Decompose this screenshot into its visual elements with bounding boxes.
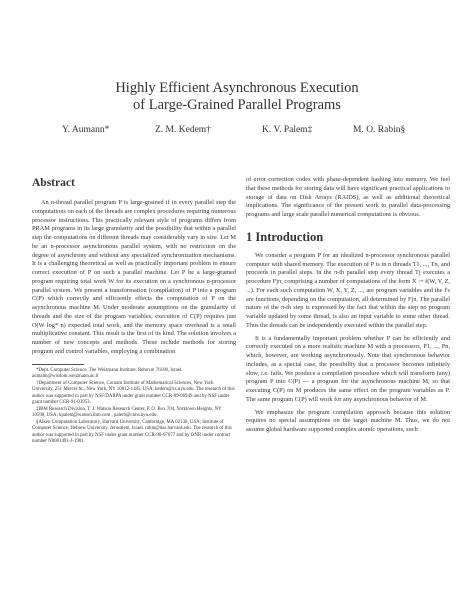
author-aumann: Y. Aumann*	[62, 125, 110, 135]
intro-paragraph-3: We emphasize the program compilation approach because this solution requires no special assumptions on the target machine M. Thus, we do not assume global hardware supported complex atomic operations, such	[246, 408, 450, 433]
footnote-rule	[32, 364, 84, 365]
footnotes	[32, 368, 236, 446]
intro-paragraph-1: We consider a program P for an idealized n-processor synchronous parallel computer with shared memory. The execution of P is in n threads T1, ..., Tn, and proceeds in parallel steps. In the π-th parallel step every thread Tj executes a procedure Fjπ, comprising a number of computations of the form X := f(W, Y, Z, ...). For each such computation W, X, Y, Z, ..., are program variables and the f's are functions, depending on the computation, all determined by Fjπ. The parallel nature of the π-th step is expressed by the fact that within the step no program variable updated by some thread, is also an input variable to some other thread. Thus the threads can be independently executed within the parallel step.	[246, 251, 450, 329]
footnote-rabin: §Aiken Computation Laboratory, Harvard University, Cambridge, MA 02138, USA; Institute of Computer Science, Hebrew University, Jerusalem, Israel. rabin@das.harvard.edu. The research of this author was supported in part by NSF under grant number CCR-90-07677 and by ONR under contract number N0001491-J-1981.	[32, 419, 232, 444]
abstract-paragraph: An n-thread parallel program P is large-grained if in every parallel step the computations on each of the threads are complex procedures requiring numerous processor instructions. This practically relevant style of programs differs from PRAM programs in its large granularity and the possibility that within a parallel step the computations on different threads may considerably vary in size. Let M be an n-processor asynchronous parallel system, with no restriction on the degree of asynchrony and without any specialized synchronization mechanisms. It is a challenging theoretical as well as practically important problem to ensure correct execution of P on such a parallel machine. Let P be a large-grained program requiring total work W for its execution on a synchronous n-processor parallel system. We present a transformation (compilation) of P into a program C(P) which correctly and efficiently effects the computation of P on the asynchronous machine M. Under moderate assumptions on the granularity of threads and the size of the program variables, execution of C(P) requires just O(W log* n) expected total work, and the memory space overhead is a small multiplicative constant. This result is the first of its kind. The solution involves a number of new concepts and methods. These include methods for storing program and control variables, employing a combination	[32, 199, 236, 355]
author-palem: K. V. Palem‡	[262, 125, 313, 135]
abstract-heading: Abstract	[32, 177, 75, 189]
left-column	[32, 176, 236, 446]
title-line-1: Highly Efficient Asynchronous Execution	[115, 80, 359, 96]
section-heading-introduction: 1 Introduction	[246, 229, 324, 244]
author-rabin: M. O. Rabin§	[353, 125, 406, 135]
footnote-kedem: †Department of Computer Science, Courant Institute of Mathematical Sciences, New York University, 251 Mercer St., New York, NY 10012-1185, USA; kedem@cs.nyu.edu. The research of this author was supported in part by NSF/DARPA under grant number CCR-89-06949 and by NSF under grant number CCR-91-03953.	[32, 380, 235, 405]
author-kedem: Z. M. Kedem†	[155, 125, 211, 135]
right-column	[246, 176, 450, 435]
abstract-continued: of error correction codes with phase-dependent hashing into memory. We feel that these methods for storing data will have significant practical applications to storage of data on Disk Arrays (RAIDS), as well as additional theoretical implications. The significance of the present work to parallel data-processing programs and large scale parallel numerical computations is obvious.	[246, 176, 450, 218]
footnote-aumann: *Dept. Computer Science, The Weizmann Institute, Rehovot 76100, Israel. aumann@wisdom.weizmann.ac.il	[32, 367, 183, 379]
title-line-2: of Large-Grained Parallel Programs	[133, 97, 341, 113]
intro-paragraph-2: It is a fundamentally important problem whether P can be efficiently and correctly executed on a more realistic machine M with n processors, P1, ..., Pn, which, however, are working asynchronously. Note that synchronous behavior includes, as a special case, the possibility that a processor becomes infinitely slow, i.e. fails. We produce a compilation procedure which will transform (any) program P into C(P) — a program for the asynchronous machine M, so that executing C(P) on M produces the same effect on the program variables as P. The same program C(P) will work for any asynchronous behavior of M.	[246, 334, 450, 403]
paper-title	[0, 80, 474, 114]
footnote-palem: ‡IBM Research Division, T. J. Watson Research Center, P. O. Box 704, Yorktown Heights, NY 10598, USA; kpalem@watson.ibm.com , palem@cims.nyu.edu.	[32, 406, 222, 418]
